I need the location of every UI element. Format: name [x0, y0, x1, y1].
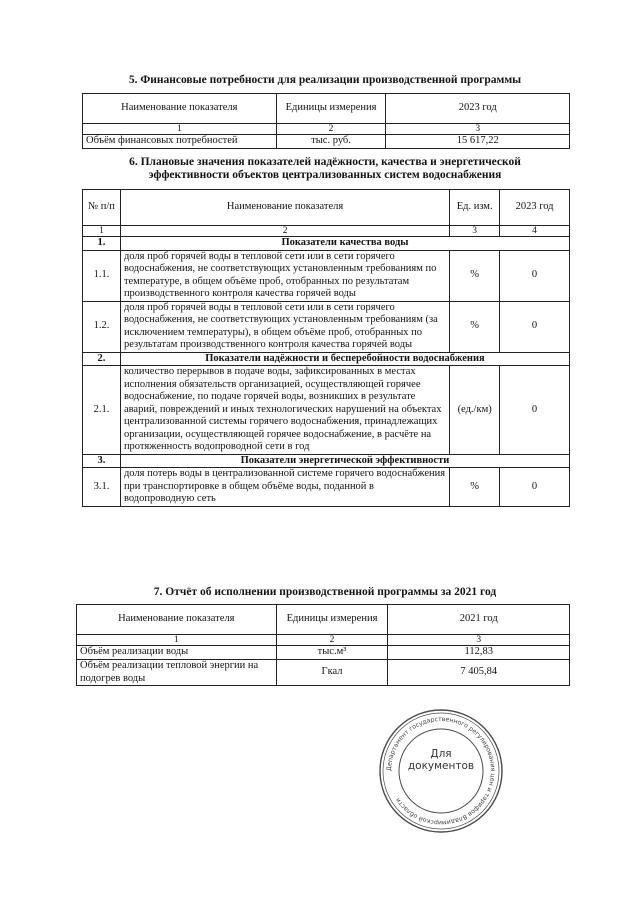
row-value: 0 — [500, 468, 570, 507]
header-year: 2023 год — [500, 190, 570, 226]
row-unit: тыс. руб. — [276, 135, 386, 149]
stamp-label-text: Для документов — [407, 748, 475, 772]
row-num: 3.1. — [83, 468, 121, 507]
section6-title-line1: 6. Плановые значения показателей надёжности, качества и энергетической — [129, 156, 521, 168]
header-year: 2021 год — [388, 605, 570, 635]
header-unit: Единицы измерения — [276, 94, 386, 124]
group-num: 1. — [83, 237, 121, 251]
index-cell: 1 — [83, 226, 121, 237]
row-num: 2.1. — [83, 366, 121, 455]
index-cell: 4 — [500, 226, 570, 237]
group-title: Показатели качества воды — [120, 237, 569, 251]
header-unit: Ед. изм. — [450, 190, 500, 226]
group-num: 2. — [83, 352, 121, 366]
row-unit: % — [450, 468, 500, 507]
group-num: 3. — [83, 454, 121, 468]
index-cell: 2 — [120, 226, 449, 237]
index-cell: 2 — [276, 635, 388, 646]
row-value: 112,83 — [388, 646, 570, 660]
index-cell: 3 — [388, 635, 570, 646]
row-value: 7 405,84 — [388, 660, 570, 686]
stamp-label — [377, 748, 505, 772]
header-unit: Единицы измерения — [276, 605, 388, 635]
section6-title — [80, 156, 570, 182]
header-year: 2023 год — [386, 94, 570, 124]
index-cell: 3 — [386, 124, 570, 135]
index-cell: 1 — [77, 635, 277, 646]
index-cell: 3 — [450, 226, 500, 237]
row-name: Объём реализации тепловой энергии на подогрев воды — [77, 660, 277, 686]
row-unit: (ед./км) — [450, 366, 500, 455]
row-text: количество перерывов в подаче воды, зафиксированных в местах исполнения обязательств организацией, осуществляющей горячее водоснабжение, по подаче горячей воды, возникших в результате аварий, повреждений и иных технологических нарушений на объектах централизованной системы горячего водоснабжения, принадлежащих организации, осуществляющей горячее водоснабжение, в расчёте на протяженность водопроводной сети в год — [120, 366, 449, 455]
row-unit: Гкал — [276, 660, 388, 686]
row-name: Объём реализации воды — [77, 646, 277, 660]
row-value: 0 — [500, 301, 570, 352]
official-stamp — [377, 707, 505, 835]
row-value: 15 617,22 — [386, 135, 570, 149]
row-num: 1.1. — [83, 250, 121, 301]
section7-title: 7. Отчёт об исполнении производственной программы за 2021 год — [153, 586, 497, 598]
section6-title-line2: эффективности объектов централизованных систем водоснабжения — [148, 169, 502, 181]
header-name: Наименование показателя — [77, 605, 277, 635]
row-text: доля проб горячей воды в тепловой сети или в сети горячего водоснабжения, не соответствующих установленным требованиям (за исключением температуры), в общем объёме проб, отобранных по результатам производственного контроля качества горячей воды — [120, 301, 449, 352]
header-name: Наименование показателя — [120, 190, 449, 226]
section5-title: 5. Финансовые потребности для реализации производственной программы — [128, 74, 522, 86]
reliability-indicators-table — [82, 189, 570, 507]
group-title: Показатели надёжности и бесперебойности водоснабжения — [120, 352, 569, 366]
row-value: 0 — [500, 366, 570, 455]
group-title: Показатели энергетической эффективности — [120, 454, 569, 468]
header-num: № п/п — [83, 190, 121, 226]
row-unit: тыс.м³ — [276, 646, 388, 660]
row-text: доля проб горячей воды в тепловой сети или в сети горячего водоснабжения, не соответствующих установленным требованиям по температуре, в общем объёме проб, отобранных по результатам производственного контроля качества горячей воды — [120, 250, 449, 301]
index-cell: 2 — [276, 124, 386, 135]
program-report-table — [76, 604, 570, 686]
row-unit: % — [450, 250, 500, 301]
financial-needs-table — [82, 93, 570, 149]
row-value: 0 — [500, 250, 570, 301]
header-name: Наименование показателя — [83, 94, 277, 124]
row-unit: % — [450, 301, 500, 352]
row-name: Объём финансовых потребностей — [83, 135, 277, 149]
row-text: доля потерь воды в централизованной системе горячего водоснабжения при транспортировке в общем объёме воды, поданной в водопроводную сеть — [120, 468, 449, 507]
stamp-ring-text: Департамент государственного регулирования цен и тарифов Владимирской области — [385, 715, 497, 827]
row-num: 1.2. — [83, 301, 121, 352]
index-cell: 1 — [83, 124, 277, 135]
